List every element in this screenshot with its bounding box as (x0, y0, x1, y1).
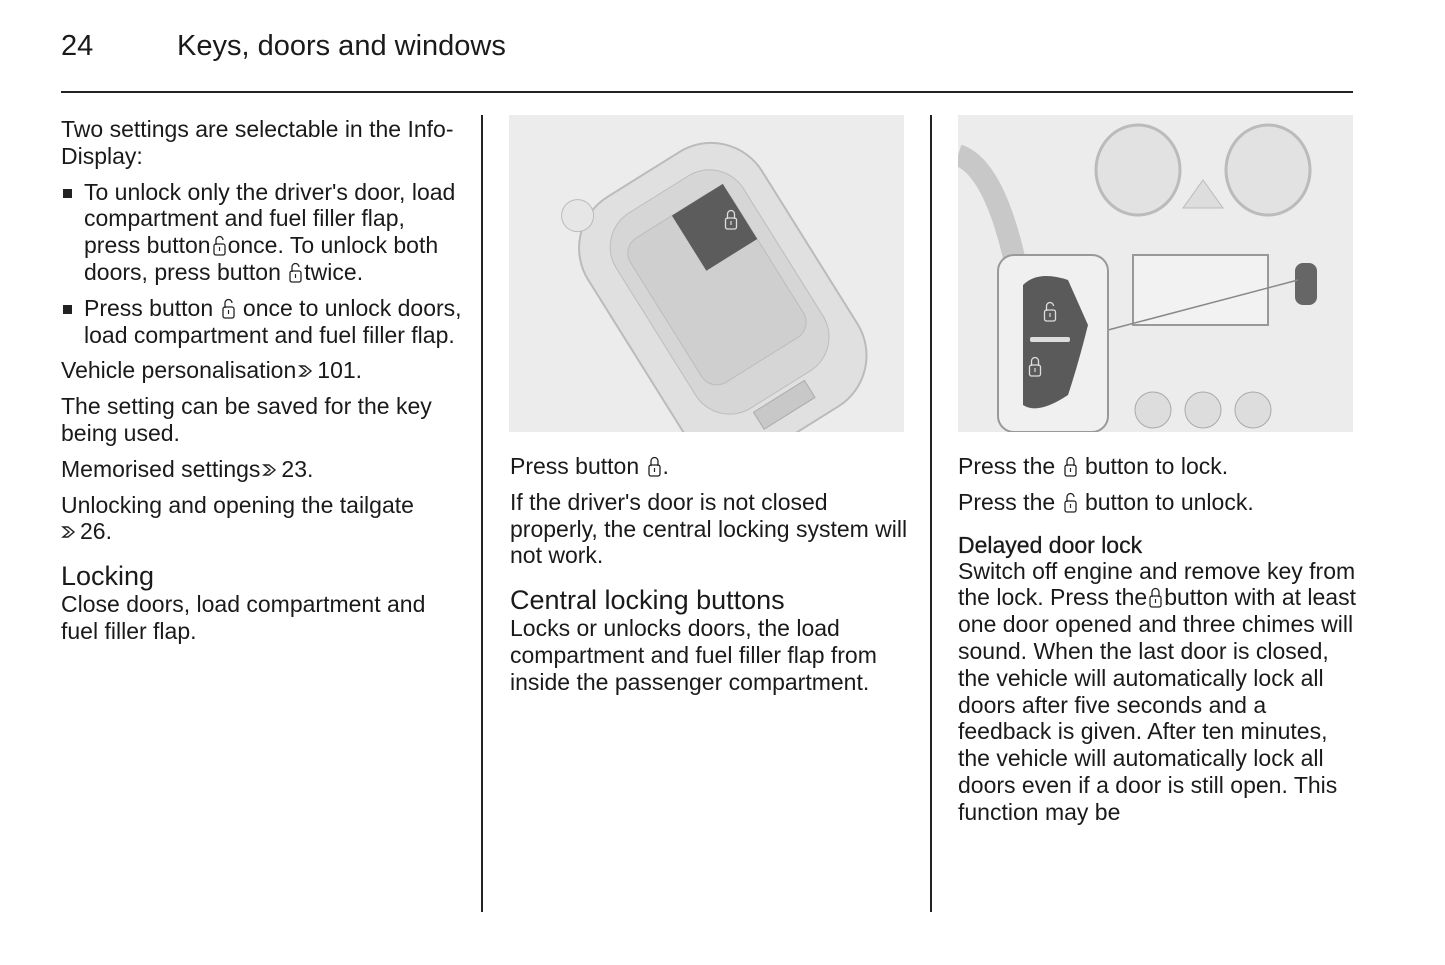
list-item: To unlock only the driver's door, load compartment and fuel filler flap, press button once. To unlock both doors, press button twice. (61, 179, 466, 286)
page-number: 24 (61, 30, 94, 62)
section-heading-locking: Locking (61, 561, 155, 592)
bullet-icon (63, 305, 72, 314)
section-heading-delayed-door-lock: Delayed door lock (958, 531, 1143, 558)
lock-icon (648, 455, 661, 477)
reference-arrow-icon (262, 462, 277, 478)
reference-arrow-icon (61, 524, 76, 540)
settings-list (61, 179, 466, 349)
column-3 (958, 453, 1358, 835)
section-heading-central-locking: Central locking buttons (510, 585, 785, 616)
column-divider (481, 115, 483, 912)
unlock-icon (222, 297, 235, 319)
lock-icon (1149, 586, 1162, 608)
page-title: Keys, doors and windows (177, 30, 506, 62)
header-divider (61, 91, 1353, 93)
page-link[interactable]: 26. (80, 518, 112, 545)
tailgate-ref: Unlocking and opening the tailgate 26. (61, 491, 414, 545)
unlock-icon (289, 261, 302, 283)
dashboard-central-locking-illustration (958, 115, 1353, 432)
central-locking-text: Locks or unlocks doors, the load compartment and fuel filler flap from inside the passenger compartment. (510, 615, 877, 695)
memorised-ref: Memorised settings 23. (61, 455, 314, 482)
page-link[interactable]: 101. (317, 357, 363, 384)
list-item: Press button once to unlock doors, load compartment and fuel filler flap. (61, 295, 466, 349)
locking-text: Close doors, load compartment and fuel filler flap. (61, 591, 426, 644)
saved-text: The setting can be saved for the key being used. (61, 393, 432, 446)
press-button-text: Press button . (510, 453, 669, 479)
reference-arrow-icon (298, 363, 313, 379)
column-1 (61, 116, 466, 654)
unlock-icon (213, 234, 226, 256)
personalisation-ref: Vehicle personalisation 101. (61, 357, 363, 384)
column-2 (510, 453, 910, 705)
unlock-icon (1064, 491, 1077, 513)
key-fob-illustration (509, 115, 904, 432)
driver-door-text: If the driver's door is not closed properly, the central locking system will not work. (510, 488, 908, 569)
lock-icon (1064, 455, 1077, 477)
press-lock-text: Press the button to lock. (958, 453, 1229, 479)
bullet-icon (63, 189, 72, 198)
intro-text: Two settings are selectable in the Info-Display: (61, 116, 454, 169)
page-link[interactable]: 23. (281, 455, 314, 482)
delayed-door-lock-text: Switch off engine and remove key from the lock. Press the button with at least one door opened and three chimes will sound. When the last door is closed, the vehicle will automatically lock all doors after five seconds and a feedback is given. After ten minutes, the vehicle will automatically lock all doors even if a door is still open. This function may be (958, 557, 1356, 825)
press-unlock-text: Press the button to unlock. (958, 488, 1254, 515)
column-divider (930, 115, 932, 912)
